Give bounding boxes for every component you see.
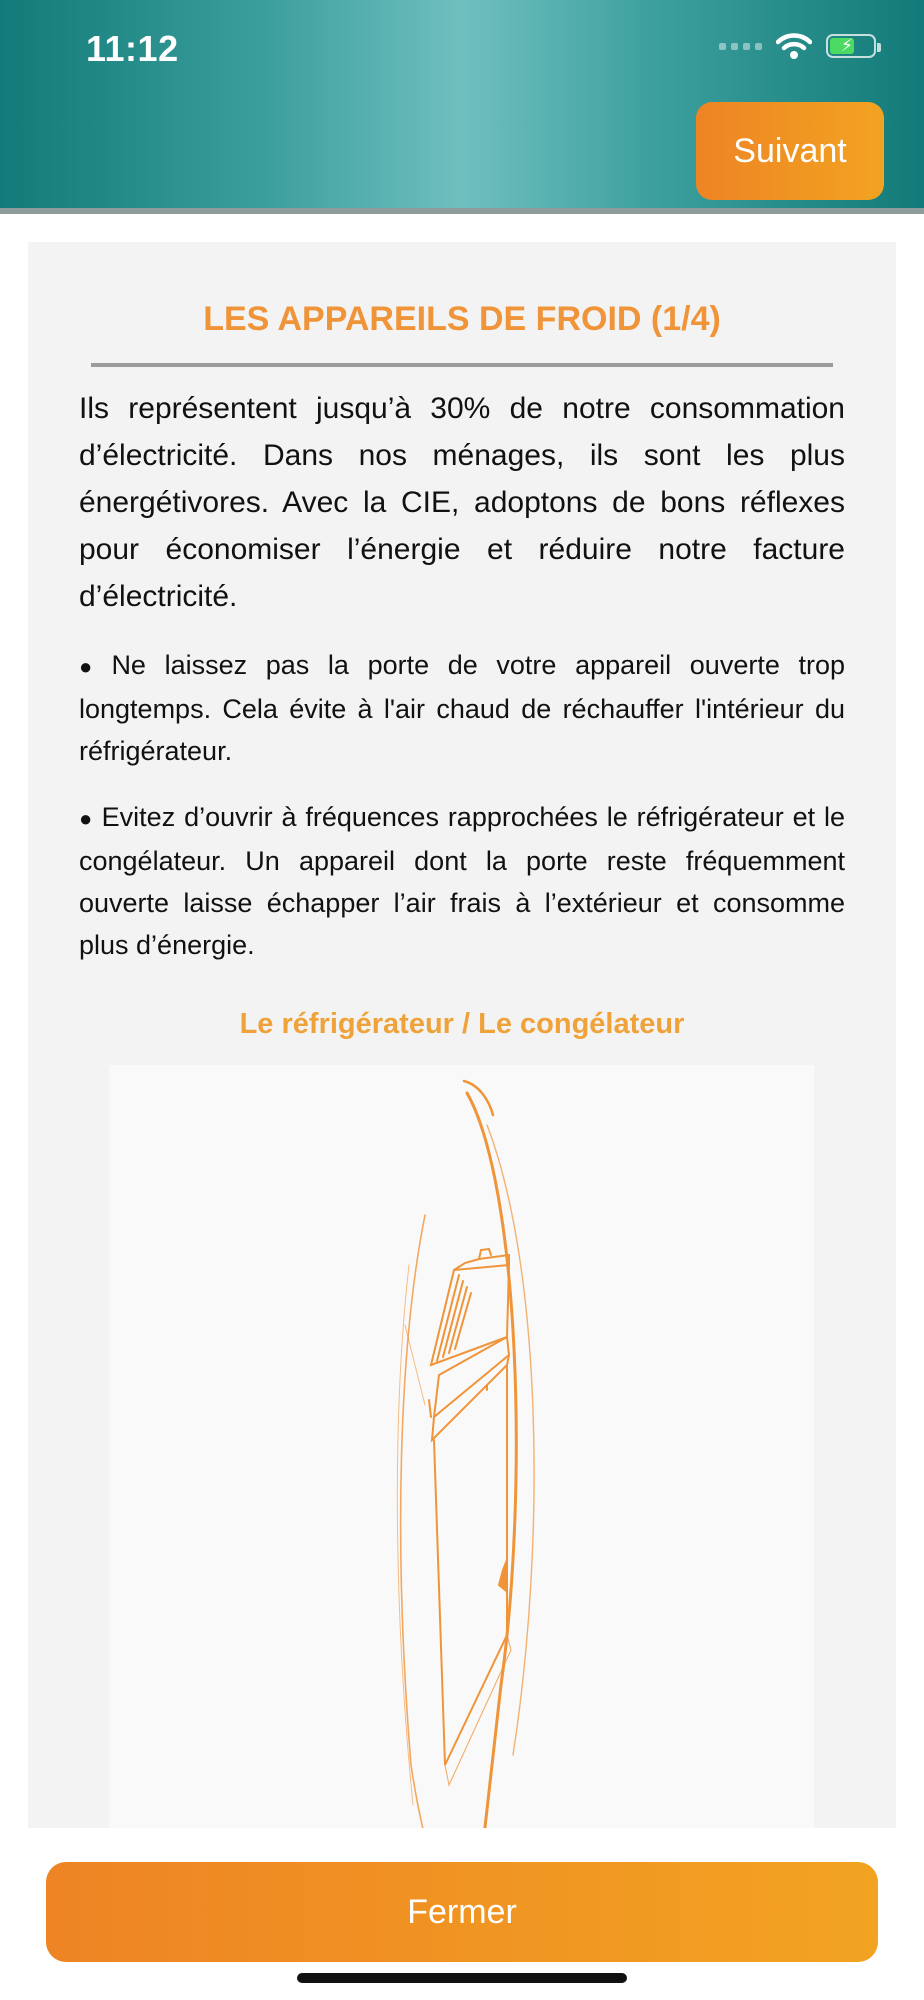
home-indicator[interactable] [297,1973,627,1983]
list-item [79,796,845,966]
wifi-icon [776,32,812,60]
bullet-text: Ne laissez pas la porte de votre appareil ouverte trop longtemps. Cela évite à l'air chaud de réchauffer l'intérieur du réfrigérateur. [79,650,845,766]
intro-paragraph: Ils représentent jusqu’à 30% de notre consommation d’électricité. Dans nos ménages, ils sont les plus énergétivores. Avec la CIE, adoptons de bons réflexes pour économiser l’énergie et réduire notre facture d’électricité. [79,392,845,613]
signal-icon [719,43,762,50]
illustration [109,1065,814,1828]
bullet-icon: ● [79,806,94,831]
bullet-icon: ● [79,654,104,679]
battery-icon: ⚡ [826,34,876,58]
freezer-icon [109,1065,814,1828]
title-divider [91,363,833,367]
status-time: 11:12 [86,28,179,69]
page-title: LES APPAREILS DE FROID (1/4) [203,300,721,338]
close-button[interactable]: Fermer [46,1862,878,1962]
content-card [28,242,896,1828]
bullet-text: Evitez d’ouvrir à fréquences rapprochées le réfrigérateur et le congélateur. Un appareil dont la porte reste fréquemment ouverte laisse échapper l’air frais à l’extérieur et consomme plus d’énergie. [79,802,846,960]
status-icons [719,32,876,60]
section-subtitle: Le réfrigérateur / Le congélateur [239,1008,685,1040]
top-bar [0,0,924,214]
next-button[interactable]: Suivant [696,102,884,200]
list-item [79,644,845,772]
